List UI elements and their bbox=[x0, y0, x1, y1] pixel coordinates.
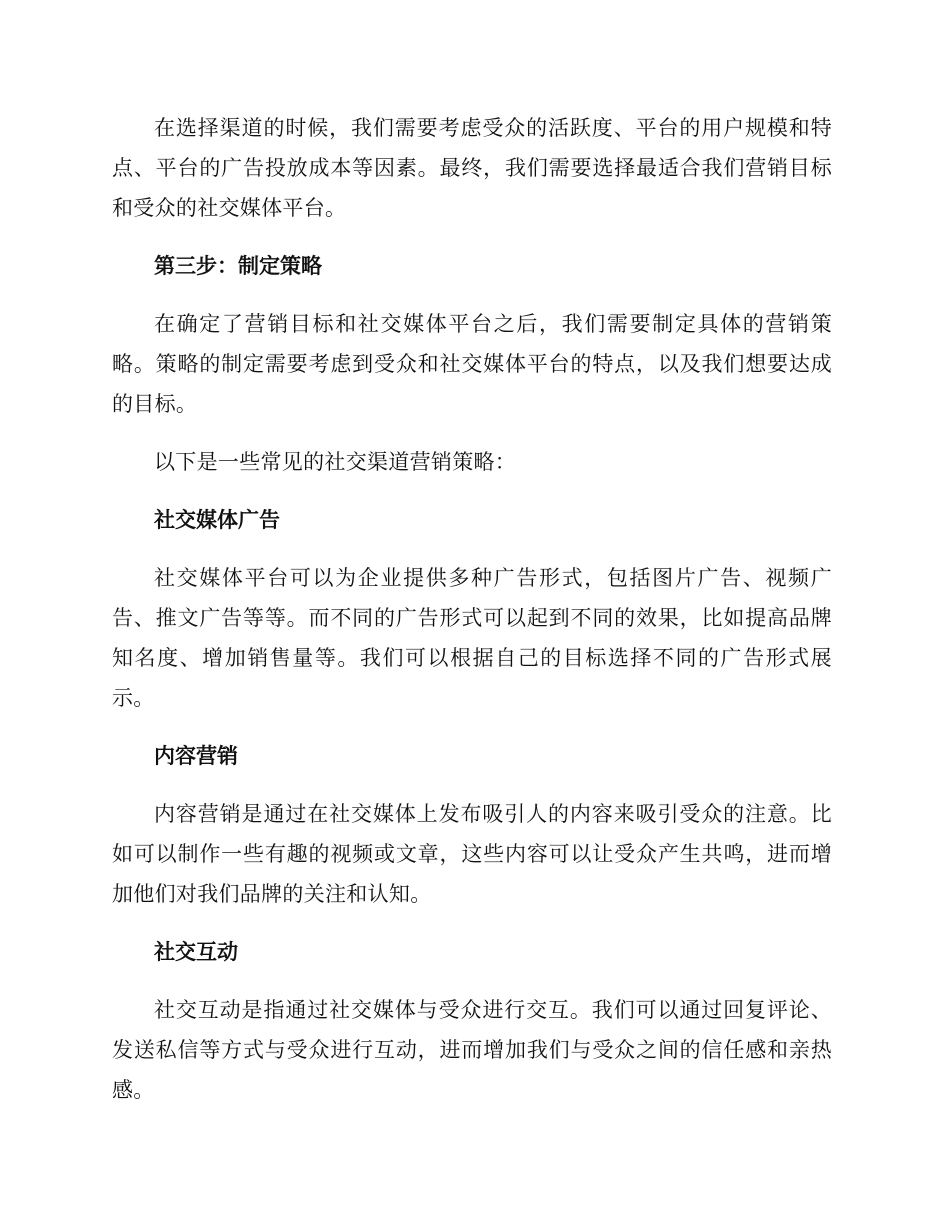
heading-step-three: 第三步：制定策略 bbox=[154, 254, 322, 278]
paragraph-strategy-list-intro: 以下是一些常见的社交渠道营销策略： bbox=[154, 450, 517, 474]
paragraph-strategy-intro: 在确定了营销目标和社交媒体平台之后，我们需要制定具体的营销策略。策略的制定需要考虑到受众和社交媒体平台的特点，以及我们想要达成的目标。 bbox=[112, 312, 832, 416]
heading-content-marketing: 内容营销 bbox=[154, 744, 238, 768]
heading-social-media-ads: 社交媒体广告 bbox=[154, 508, 280, 532]
paragraph-social-interaction: 社交互动是指通过社交媒体与受众进行交互。我们可以通过回复评论、发送私信等方式与受众进行互动，进而增加我们与受众之间的信任感和亲热感。 bbox=[112, 998, 832, 1102]
paragraph-social-media-ads: 社交媒体平台可以为企业提供多种广告形式，包括图片广告、视频广告、推文广告等等。而不同的广告形式可以起到不同的效果，比如提高品牌知名度、增加销售量等。我们可以根据自己的目标选择不同的广告形式展示。 bbox=[112, 566, 832, 710]
paragraph-content-marketing: 内容营销是通过在社交媒体上发布吸引人的内容来吸引受众的注意。比如可以制作一些有趣的视频或文章，这些内容可以让受众产生共鸣，进而增加他们对我们品牌的关注和认知。 bbox=[112, 802, 832, 906]
paragraph-channel-selection: 在选择渠道的时候，我们需要考虑受众的活跃度、平台的用户规模和特点、平台的广告投放成本等因素。最终，我们需要选择最适合我们营销目标和受众的社交媒体平台。 bbox=[112, 116, 832, 220]
document-page bbox=[112, 108, 832, 1128]
heading-social-interaction: 社交互动 bbox=[154, 940, 238, 964]
